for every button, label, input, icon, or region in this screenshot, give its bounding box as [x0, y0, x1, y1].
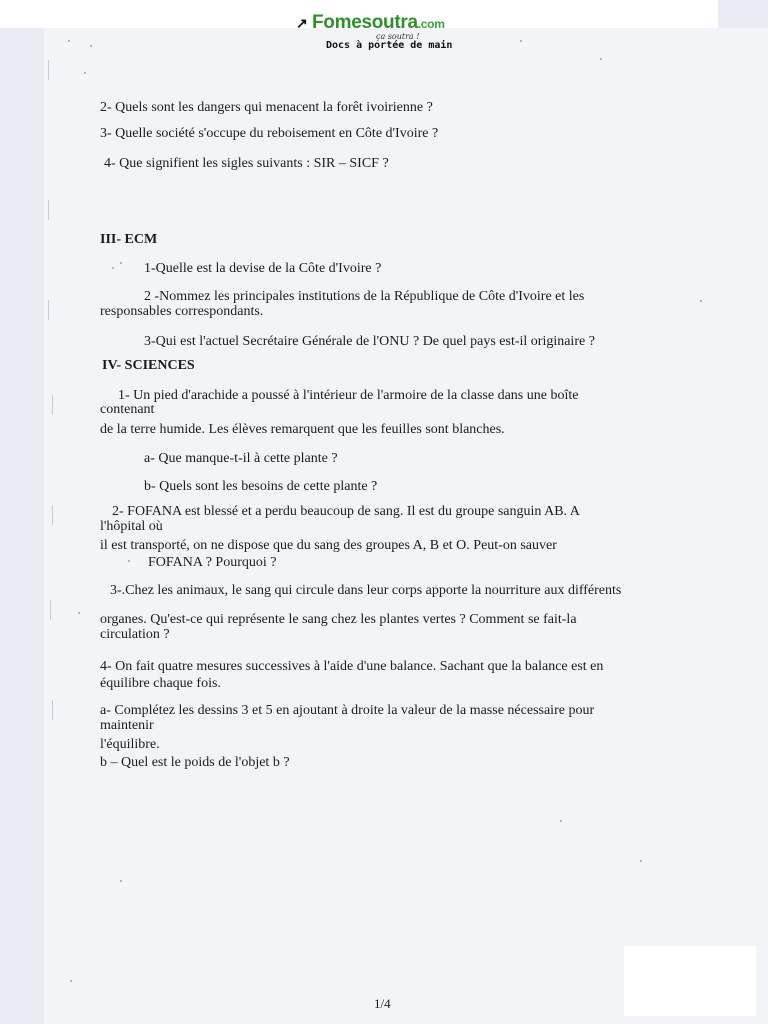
sciences-question-1-a: a- Que manque-t-il à cette plante ? [144, 451, 338, 466]
sciences-question-4-a-line-3: l'équilibre. [100, 737, 160, 752]
sciences-question-1-line-3: de la terre humide. Les élèves remarquent que les feuilles sont blanches. [100, 422, 505, 437]
sciences-question-2-line-2: l'hôpital où [100, 519, 163, 534]
sciences-question-3-line-2: organes. Qu'est-ce qui représente le sang chez les plantes vertes ? Comment se fait-la [100, 612, 577, 627]
section-heading-sciences: IV- SCIENCES [102, 358, 195, 373]
logo-suffix: .com [417, 17, 445, 31]
section-heading-ecm: III- ECM [100, 232, 158, 247]
sciences-question-4-line-2: équilibre chaque fois. [100, 676, 221, 691]
logo-brand: Fomesoutra [312, 12, 418, 33]
sciences-question-3-line-3: circulation ? [100, 627, 170, 642]
fomesoutra-logo [296, 12, 496, 54]
sciences-question-2-line-1: 2- FOFANA est blessé et a perdu beaucoup de sang. Il est du groupe sanguin AB. A [112, 504, 580, 519]
page-number: 1/4 [374, 996, 391, 1011]
question-4: 4- Que signifient les sigles suivants : SIR – SICF ? [104, 156, 389, 171]
ecm-question-2-line-1: 2 -Nommez les principales institutions de la République de Côte d'Ivoire et les [144, 289, 585, 304]
sciences-question-2-line-3: il est transporté, on ne dispose que du sang des groupes A, B et O. Peut-on sauver [100, 538, 557, 553]
logo-tagline: Docs à portée de main [326, 40, 453, 51]
sciences-question-4-b: b – Quel est le poids de l'objet b ? [100, 755, 290, 770]
ecm-question-3: 3-Qui est l'actuel Secrétaire Générale de l'ONU ? De quel pays est-il originaire ? [144, 334, 595, 349]
sciences-question-1-b: b- Quels sont les besoins de cette plante ? [144, 479, 378, 494]
ecm-question-2-line-2: responsables correspondants. [100, 304, 264, 319]
ecm-question-1: 1-Quelle est la devise de la Côte d'Ivoire ? [144, 261, 382, 276]
sciences-question-1-line-2: contenant [100, 402, 155, 417]
sciences-question-1-line-1: 1- Un pied d'arachide a poussé à l'intérieur de l'armoire de la classe dans une boîte [118, 388, 579, 403]
sciences-question-3-line-1: 3-.Chez les animaux, le sang qui circule dans leur corps apporte la nourriture aux différents [110, 583, 622, 598]
sciences-question-4-line-1: 4- On fait quatre mesures successives à l'aide d'une balance. Sachant que la balance est en [100, 659, 604, 674]
question-2: 2- Quels sont les dangers qui menacent la forêt ivoirienne ? [100, 100, 433, 115]
sciences-question-4-a-line-1: a- Complétez les dessins 3 et 5 en ajoutant à droite la valeur de la masse nécessaire pour [100, 703, 595, 718]
question-3: 3- Quelle société s'occupe du reboisement en Côte d'Ivoire ? [100, 126, 439, 141]
sciences-question-4-a-line-2: maintenir [100, 718, 154, 733]
sciences-question-2-line-4: FOFANA ? Pourquoi ? [148, 555, 277, 570]
corner-patch [624, 946, 756, 1016]
logo-slogan: ça soutra ! [376, 32, 420, 41]
logo-wordmark [296, 12, 445, 34]
runner-icon: ↗ [296, 15, 308, 31]
